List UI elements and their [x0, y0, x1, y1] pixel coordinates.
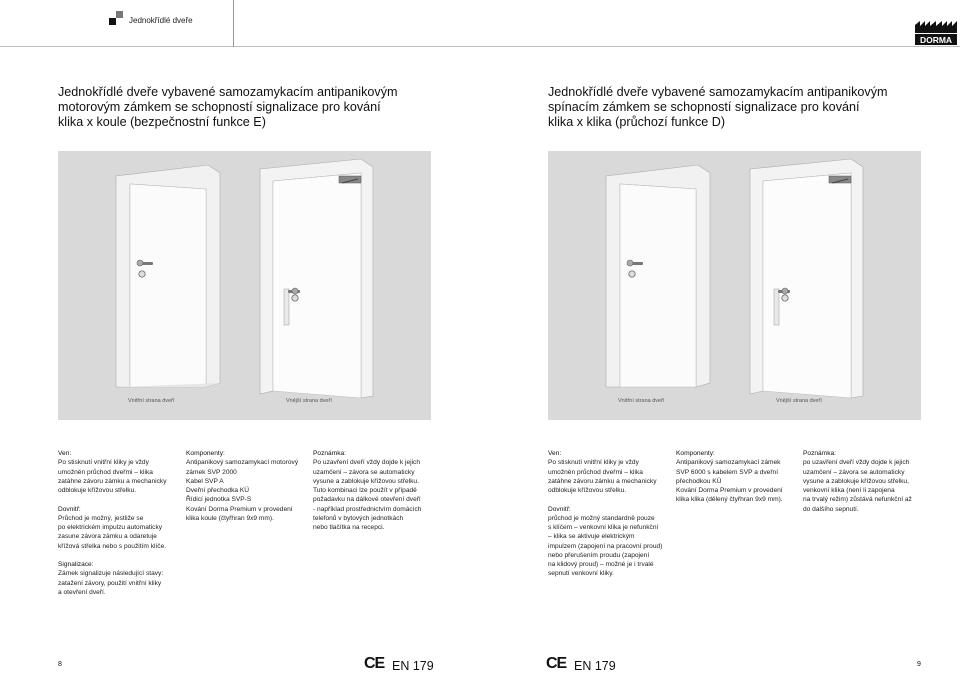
left-page-title: Jednokřídlé dveře vybavené samozamykacím antipanikovým motorovým zámkem se schopností signalizace pro kování klika x koule (bezpečnostní funkce E) — [58, 85, 398, 129]
right-column-function — [548, 449, 668, 588]
caption-outer-side: Vnější strana dveří — [776, 398, 822, 404]
door-inner-side — [606, 165, 710, 387]
section-title: Jednokřídlé dveře — [129, 16, 193, 25]
door-outer-side — [750, 159, 863, 398]
ce-mark: CE — [546, 655, 567, 672]
door-outer-side — [260, 159, 373, 398]
heading-signalizace: Signalizace: — [58, 561, 94, 568]
standard-label: EN 179 — [392, 659, 434, 673]
heading-dovnitr: Dovnitř: — [58, 505, 81, 513]
caption-inner-side: Vnitřní strana dveří — [618, 398, 665, 404]
standard-label: EN 179 — [574, 659, 616, 673]
header-rule — [0, 46, 960, 47]
heading-dovnitr: Dovnitř: — [548, 505, 571, 513]
text-ven: Po stisknutí vnitřní kliky je vždy umožněn průchod dveřmi – klika zatáhne závoru zámku a mechanicky odblokuje křížovou střelku. — [58, 459, 167, 494]
section-marker — [116, 11, 123, 18]
dorma-logo — [914, 20, 958, 46]
logo-text: DORMA — [919, 35, 953, 45]
heading-komponenty: Komponenty: — [676, 450, 715, 457]
right-column-note — [803, 449, 925, 523]
text-poznamka: po uzavření dveří vždy dojde k jejich uzamčení – závora se automaticky vysune a zablokuje křížovou střelku, venkovní klika (není li zapojena na trvalý režim) zůstává nefunkční až do dalšího sepnutí. — [803, 459, 912, 513]
text-ven: Po stisknutí vnitřní kliky je vždy umožněn průchod dveřmi – klika zatáhne závoru zámku a mechanicky odblokuje křížovou střelku. — [548, 459, 657, 494]
door-inner-side — [116, 165, 220, 387]
heading-komponenty: Komponenty: — [186, 450, 225, 457]
page-number-right: 9 — [917, 661, 921, 668]
left-column-function — [58, 449, 178, 606]
right-column-components — [676, 449, 798, 514]
left-column-note — [313, 449, 435, 542]
text-dovnitr: Průchod je možný, jestliže se po elektrickém impulzu automaticky zasune závora zámku a odaretuje křížová střelka nebo s použitím klíče. — [58, 514, 167, 550]
caption-inner-side: Vnitřní strana dveří — [128, 398, 175, 404]
door-illustration-left — [58, 151, 431, 420]
heading-ven: Ven: — [58, 450, 72, 457]
text-komponenty: Antipanikový samozamykací motorový zámek SVP 2000 Kabel SVP A Dveřní přechodka KÜ Řídicí jednotka SVP-S Kování Dorma Premium v provedení klika koule (čtyřhran 9x9 mm). — [186, 459, 299, 522]
right-illustration-panel — [548, 151, 921, 420]
left-column-components — [186, 449, 308, 532]
right-page-title: Jednokřídlé dveře vybavené samozamykacím antipanikovým spínacím zámkem se schopností signalizace pro kování klika x klika (průchozí funkce D) — [548, 85, 888, 129]
text-signalizace: Zámek signalizuje následující stavy: zatažení závory, použití vnitřní kliky a otevření dveří. — [58, 570, 164, 596]
caption-outer-side: Vnější strana dveří — [286, 398, 332, 404]
header-divider — [233, 0, 234, 47]
text-komponenty: Antipanikový samozamykací zámek SVP 6000 s kabelem SVP a dveřní přechodkou KÜ Kování Dorma Premium v provedení klika klika (dělený čtyřhran 9x9 mm). — [676, 459, 783, 504]
text-poznamka: Po uzavření dveří vždy dojde k jejich uzamčení – závora se automaticky vysune a zablokuje křížovou střelku. Tuto kombinaci lze použít v případě požadavku na dálkové otevření dveří - například prostřednictvím domácích telefonů v bytových jednotkách nebo tlačítka na recepci. — [313, 459, 422, 531]
text-dovnitr: průchod je možný standardně pouze s klíčem – venkovní klika je nefunkční – klika se aktivuje elektrickým impulzem (zapojení na pracovní proud) nebo přerušením proudu (zapojení na klidový proud) – možné je i trvalé sepnutí venkovní kliky. — [548, 514, 663, 578]
heading-poznamka: Poznámka: — [313, 450, 346, 457]
door-illustration-right — [548, 151, 921, 420]
heading-ven: Ven: — [548, 450, 562, 457]
ce-mark: CE — [364, 655, 385, 672]
section-marker — [109, 18, 116, 25]
heading-poznamka: Poznámka: — [803, 450, 836, 457]
page-number-left: 8 — [58, 661, 62, 668]
left-illustration-panel — [58, 151, 431, 420]
